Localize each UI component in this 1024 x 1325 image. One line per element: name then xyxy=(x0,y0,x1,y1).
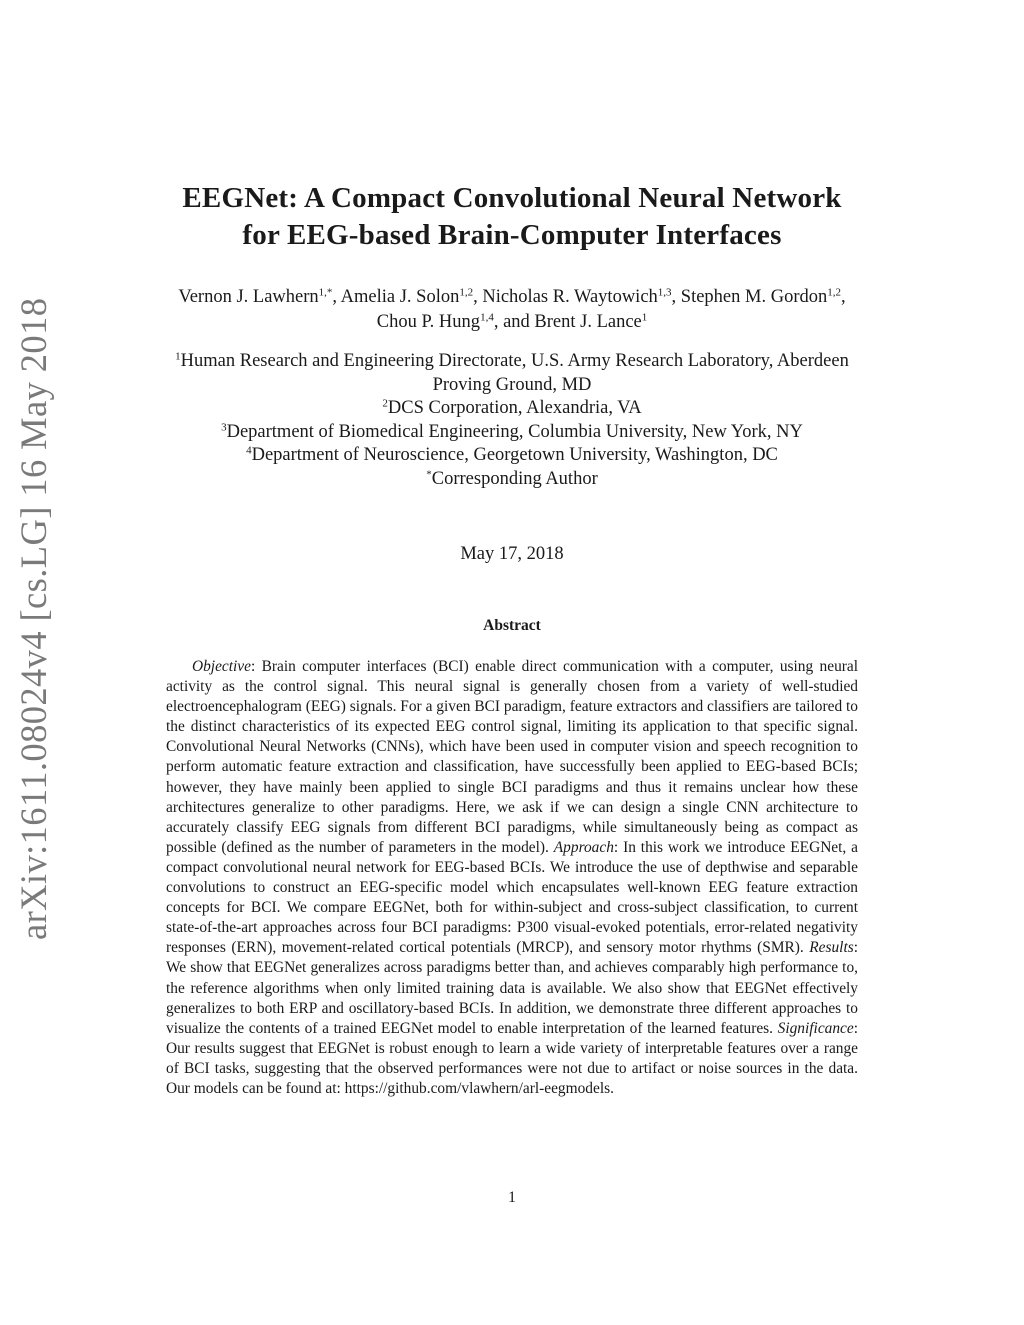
abstract-heading: Abstract xyxy=(483,617,541,634)
affiliation-line xyxy=(90,350,934,374)
title-line-1: EEGNet: A Compact Convolutional Neural Network xyxy=(182,182,842,214)
author-separator: , xyxy=(473,287,483,307)
affiliation-text: Proving Ground, MD xyxy=(432,374,592,395)
affiliation-line xyxy=(90,468,934,492)
affiliation-line xyxy=(90,444,934,468)
affiliation-mark: 4 xyxy=(246,444,252,457)
author-name: and Brent J. Lance xyxy=(503,312,642,332)
affiliation-text: Department of Biomedical Engineering, Columbia University, New York, NY xyxy=(226,421,803,442)
affiliation-line xyxy=(90,374,934,398)
significance-text: : Our results suggest that EEGNet is robust enough to learn a wide variety of interpretable features over a range of BCI tasks, suggesting that the observed performances were not due to artifact or noise sources in the data. Our models can be found at: https://github.com/vlawhern/arl-eegmodels. xyxy=(166,1019,858,1097)
author-affiliation-mark: 1,4 xyxy=(480,311,494,324)
affiliation-text: DCS Corporation, Alexandria, VA xyxy=(387,398,642,418)
significance-label: Significance xyxy=(777,1019,854,1037)
author-separator: , xyxy=(493,312,504,332)
title-line-2: for EEG-based Brain-Computer Interfaces xyxy=(242,219,782,251)
author-name: Nicholas R. Waytowich xyxy=(482,287,658,307)
author-affiliation-mark: 1,* xyxy=(318,286,333,299)
results-label: Results xyxy=(809,939,854,957)
arxiv-identifier: arXiv:1611.08024v4 [cs.LG] 16 May 2018 xyxy=(13,297,54,940)
author-affiliation-mark: 1,2 xyxy=(827,286,841,299)
objective-text: : Brain computer interfaces (BCI) enable direct communication with a computer, using neural activity as the control signal. This neural signal is generally chosen from a variety of well-studied electroencephalogram (EEG) signals. For a given BCI paradigm, feature extractors and classifiers are tailored to the distinct characteristics of its expected EEG control signal, limiting its application to that specific signal. Convolutional Neural Networks (CNNs), which have been used in computer vision and speech recognition to perform automatic feature extraction and classification, have successfully been applied to EEG-based BCIs; however, they have mainly been applied to single BCI paradigms and thus it remains unclear how these architectures generalize to other paradigms. Here, we ask if we can design a single CNN architecture to accurately classify EEG signals from different BCI paradigms, while simultaneously being as compact as possible (defined as the number of parameters in the model). xyxy=(166,658,858,856)
affiliation-text: Human Research and Engineering Directorate, U.S. Army Research Laboratory, Aberdeen xyxy=(180,351,849,371)
affiliation-mark: 3 xyxy=(221,420,227,433)
author-affiliation-mark: 1,3 xyxy=(657,286,672,299)
affiliation-text: Corresponding Author xyxy=(431,468,598,489)
affiliation-mark: 2 xyxy=(382,397,388,410)
author-separator: , xyxy=(840,287,846,307)
author-affiliation-mark: 1,2 xyxy=(459,286,474,299)
objective-label: Objective xyxy=(192,658,251,675)
affiliation-mark: * xyxy=(426,467,432,480)
page-number: 1 xyxy=(508,1189,516,1206)
affiliation-line xyxy=(90,397,934,421)
author-list xyxy=(90,285,934,335)
author-separator: , xyxy=(671,287,681,307)
affiliation-mark: 1 xyxy=(175,350,181,363)
author-separator: , xyxy=(332,287,341,307)
author-name: Amelia J. Solon xyxy=(340,287,460,307)
approach-text: : In this work we introduce EEGNet, a compact convolutional neural network for EEG-based BCIs. We introduce the use of depthwise and separable convolutions to construct an EEG-specific model which encapsulates well-known EEG feature extraction concepts for BCI. We compare EEGNet, both for within-subject and cross-subject classification, to current state-of-the-art approaches across four BCI paradigms: P300 visual-evoked potentials, error-related negativity responses (ERN), movement-related cortical potentials (MRCP), and sensory motor rhythms (SMR). xyxy=(166,838,858,957)
author-name: Vernon J. Lawhern xyxy=(178,287,319,307)
affiliation-list xyxy=(90,350,934,491)
author-name: Chou P. Hung xyxy=(376,312,481,332)
author-line-1 xyxy=(90,285,934,310)
results-text: : We show that EEGNet generalizes across paradigms better than, and achieves comparably high performance to, the reference algorithms when only limited training data is available. We also show that EEGNet effectively generalizes to both ERP and oscillatory-based BCIs. In addition, we demonstrate three different approaches to visualize the contents of a trained EEGNet model to enable interpretation of the learned features. xyxy=(166,939,858,1037)
approach-label: Approach xyxy=(553,838,614,856)
author-name: Stephen M. Gordon xyxy=(680,287,828,307)
affiliation-text: Department of Neuroscience, Georgetown University, Washington, DC xyxy=(251,445,778,465)
author-affiliation-mark: 1 xyxy=(641,311,648,324)
affiliation-line xyxy=(90,421,934,445)
author-line-2 xyxy=(90,310,934,335)
paper-date: May 17, 2018 xyxy=(460,544,564,564)
abstract-body xyxy=(166,657,858,1099)
paper-title xyxy=(90,180,934,254)
